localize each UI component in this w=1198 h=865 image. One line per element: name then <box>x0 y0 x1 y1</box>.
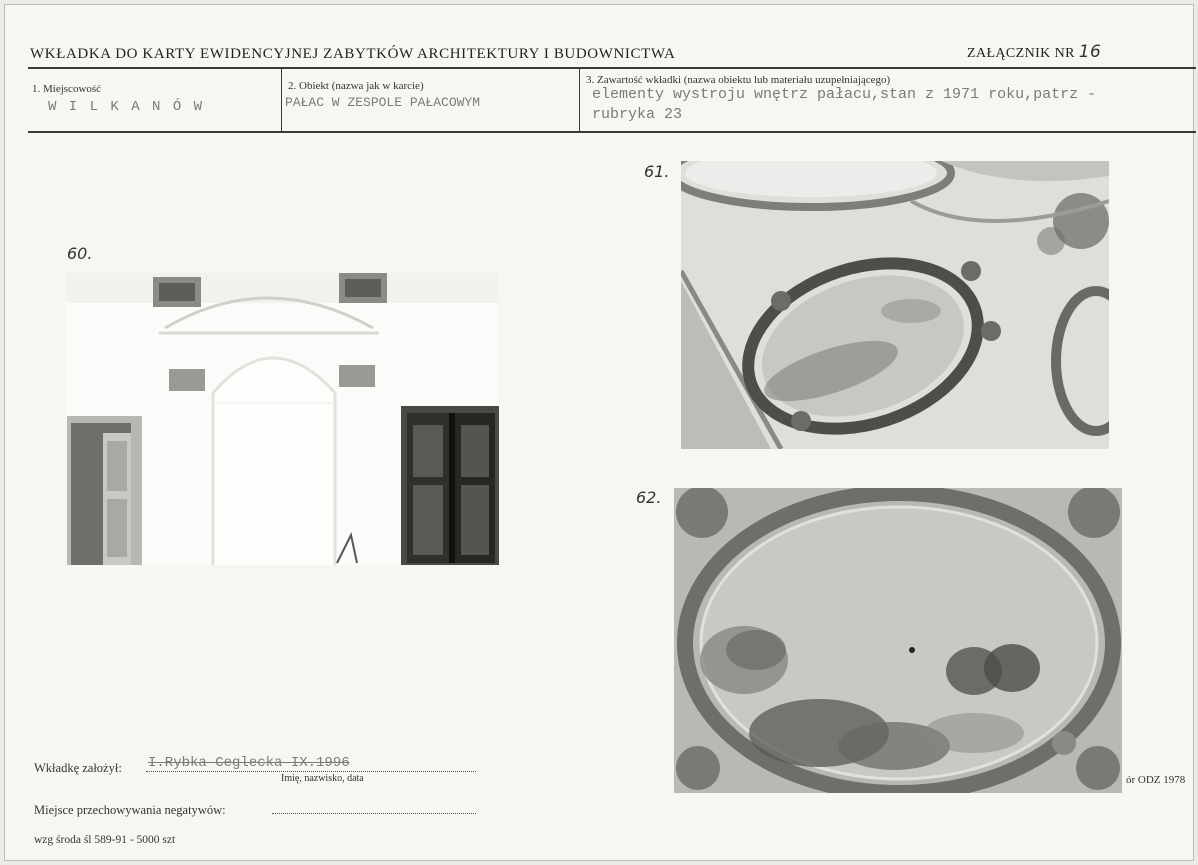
photo-number-61: 61. <box>644 162 670 181</box>
photo-62-image <box>674 488 1122 793</box>
print-info: wzg środa śl 589-91 - 5000 szt <box>34 834 176 846</box>
negatives-label: Miejsce przechowywania negatywów: <box>34 803 226 817</box>
annex-label <box>967 42 1101 62</box>
contents-value-line1: elementy wystroju wnętrz pałacu,stan z 1971 roku,patrz - <box>592 86 1097 103</box>
locality-value: W I L K A N Ó W <box>48 99 205 115</box>
field-divider-2 <box>579 69 580 131</box>
contents-value-line2: rubryka 23 <box>592 106 683 123</box>
created-by-caption: Imię, nazwisko, data <box>281 773 364 784</box>
photo-61-ceiling-stucco <box>681 161 1109 449</box>
object-label: 2. Obiekt (nazwa jak w karcie) <box>288 80 424 92</box>
header-bottom-rule <box>28 131 1196 133</box>
annex-number: 16 <box>1078 42 1102 62</box>
header-top-rule <box>28 67 1196 69</box>
photo-number-60: 60. <box>67 244 93 263</box>
contents-label: 3. Zawartość wkładki (nazwa obiektu lub materiału uzupełniającego) <box>586 74 891 86</box>
photo-number-62: 62. <box>636 488 662 507</box>
locality-label: 1. Miejscowość <box>32 83 102 95</box>
created-by-label: Wkładkę założył: <box>34 761 122 775</box>
photo-60-image <box>67 273 499 565</box>
photo-61-image <box>681 161 1109 449</box>
field-divider-1 <box>281 69 282 131</box>
created-by-dots <box>146 771 476 772</box>
form-title: WKŁADKA DO KARTY EWIDENCYJNEJ ZABYTKÓW ARCHITEKTURY I BUDOWNICTWA <box>30 46 676 62</box>
source-note: ór ODZ 1978 <box>1126 774 1186 786</box>
photo-60-interior-wall <box>67 273 499 565</box>
photo-62-ceiling-cartouche <box>674 488 1122 793</box>
object-value: PAŁAC W ZESPOLE PAŁACOWYM <box>285 95 481 110</box>
created-by-value: I.Rybka-Ceglecka IX.1996 <box>148 755 350 771</box>
negatives-dots <box>272 813 476 814</box>
annex-label-text: ZAŁĄCZNIK NR <box>967 46 1075 61</box>
